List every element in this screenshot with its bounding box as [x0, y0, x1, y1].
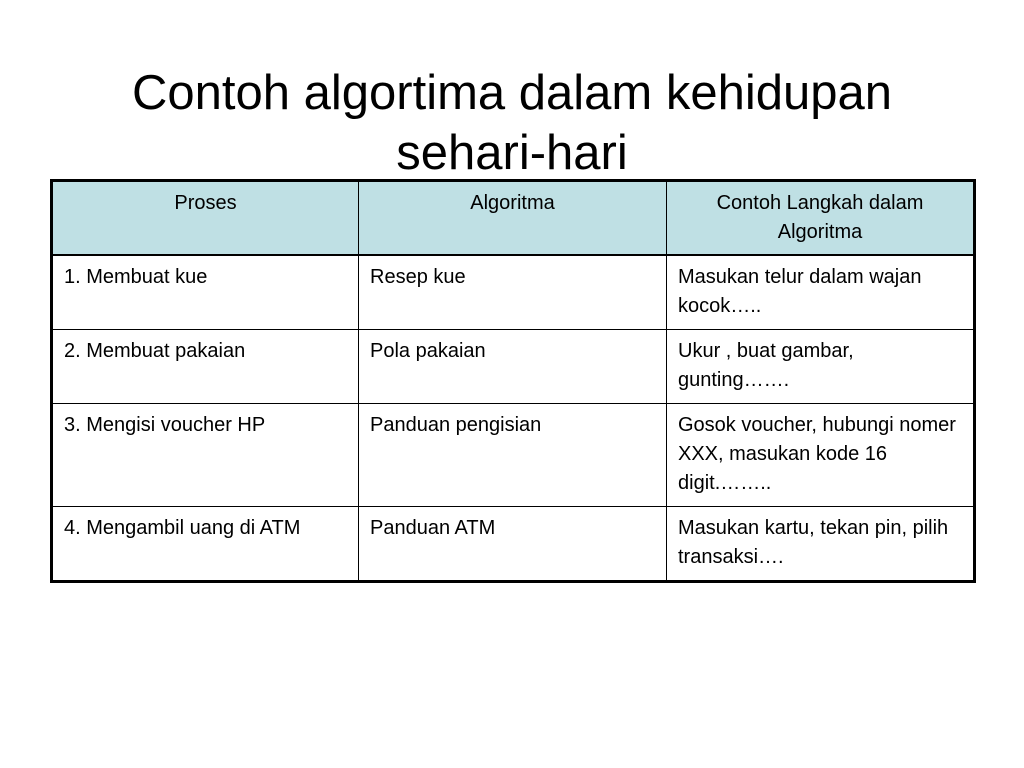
- cell-proses: 2. Membuat pakaian: [52, 330, 359, 404]
- header-algoritma: Algoritma: [359, 181, 667, 256]
- table-row: [52, 404, 975, 507]
- cell-contoh-langkah: Masukan telur dalam wajan kocok…..: [667, 255, 975, 330]
- cell-contoh-langkah: Gosok voucher, hubungi nomer XXX, masukan kode 16 digit.……..: [667, 404, 975, 507]
- slide-title: [0, 63, 1024, 183]
- header-proses: Proses: [52, 181, 359, 256]
- table-header: [52, 181, 975, 256]
- cell-algoritma: Panduan ATM: [359, 507, 667, 582]
- cell-contoh-langkah: Ukur , buat gambar, gunting…….: [667, 330, 975, 404]
- table-row: [52, 507, 975, 582]
- table-body: [52, 255, 975, 582]
- cell-proses: 4. Mengambil uang di ATM: [52, 507, 359, 582]
- cell-algoritma: Panduan pengisian: [359, 404, 667, 507]
- table-row: [52, 330, 975, 404]
- cell-proses: 1. Membuat kue: [52, 255, 359, 330]
- table-row: [52, 255, 975, 330]
- algorithm-examples-table: [50, 179, 976, 583]
- cell-proses: 3. Mengisi voucher HP: [52, 404, 359, 507]
- slide-title-line-1: Contoh algortima dalam kehidupan: [132, 65, 892, 120]
- cell-algoritma: Resep kue: [359, 255, 667, 330]
- cell-algoritma: Pola pakaian: [359, 330, 667, 404]
- table-header-row: [52, 181, 975, 256]
- cell-contoh-langkah: Masukan kartu, tekan pin, pilih transaksi….: [667, 507, 975, 582]
- header-contoh-langkah: Contoh Langkah dalam Algoritma: [667, 181, 975, 256]
- slide-title-line-2: sehari-hari: [396, 125, 628, 180]
